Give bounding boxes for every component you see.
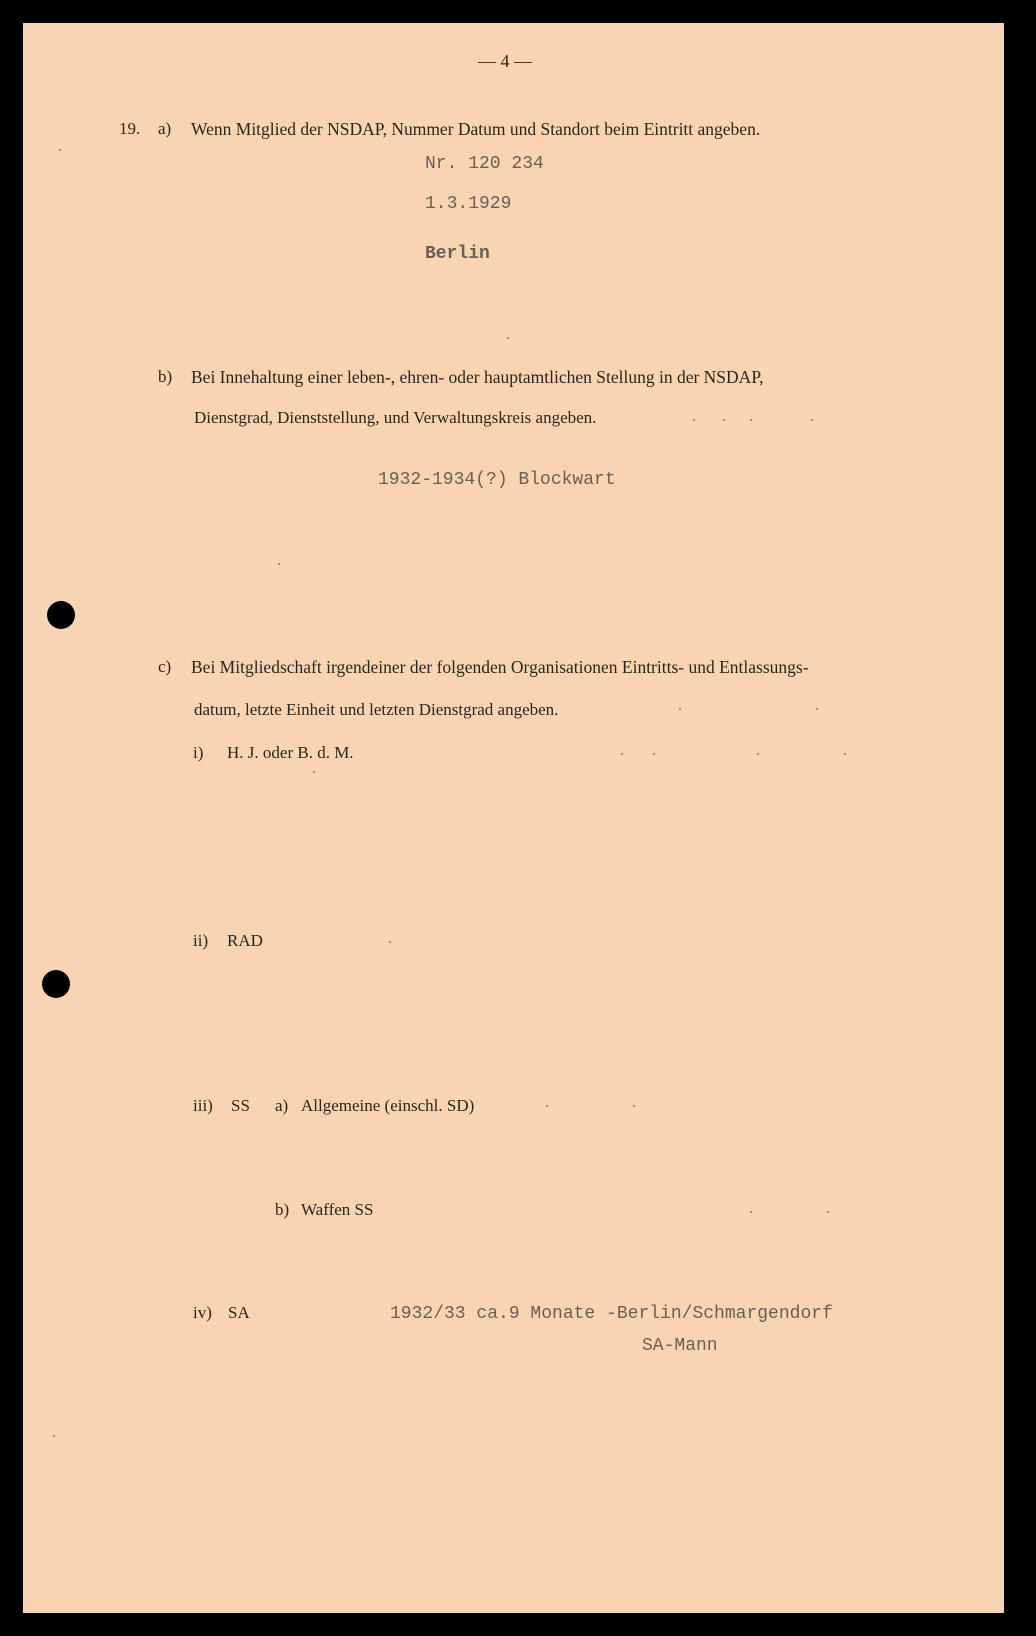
paper-speck [389, 941, 391, 943]
paper-speck [844, 753, 846, 755]
item-iv-marker: iv) [193, 1303, 212, 1322]
paper-speck [621, 753, 623, 755]
paper-speck [679, 708, 681, 710]
question-b-line1: Bei Innehaltung einer leben-, ehren- oder hauptamtlichen Stellung in der NSDAP, [191, 367, 764, 387]
paper-speck [278, 563, 280, 565]
question-number: 19. [119, 119, 141, 138]
paper-speck [507, 337, 509, 339]
item-i-marker: i) [193, 743, 204, 762]
paper-speck [750, 1211, 752, 1213]
page-number: — 4 — [478, 51, 532, 71]
paper-speck [59, 149, 61, 151]
question-c-marker: c) [158, 657, 172, 676]
answer-sa-membership: 1932/33 ca.9 Monate -Berlin/Schmargendorf [390, 1304, 833, 1324]
question-a-marker: a) [158, 119, 172, 138]
answer-party-position: 1932-1934(?) Blockwart [378, 470, 616, 490]
item-i-label: H. J. oder B. d. M. [227, 743, 354, 762]
paper-speck [811, 419, 813, 421]
paper-speck [693, 419, 695, 421]
punch-hole-upper [47, 601, 75, 629]
question-a-text: Wenn Mitglied der NSDAP, Nummer Datum und Standort beim Eintritt angeben. [191, 119, 761, 139]
paper-speck [53, 1435, 55, 1437]
paper-speck [546, 1105, 548, 1107]
question-b-line2: Dienstgrad, Dienststellung, und Verwaltungskreis angeben. [194, 408, 597, 427]
paper-speck [313, 771, 315, 773]
item-iii-marker: iii) [193, 1096, 213, 1115]
paper-speck [653, 753, 655, 755]
question-c-line2: datum, letzte Einheit und letzten Dienstgrad angeben. [194, 700, 559, 719]
item-iv-label: SA [228, 1303, 250, 1322]
paper-speck [633, 1105, 635, 1107]
item-iii-label: SS [231, 1096, 250, 1115]
item-iii-b-marker: b) [275, 1200, 290, 1219]
paper-speck [723, 419, 725, 421]
paper-speck [827, 1211, 829, 1213]
question-b-marker: b) [158, 367, 173, 386]
item-iii-a-marker: a) [275, 1096, 289, 1115]
answer-entry-location: Berlin [425, 244, 490, 264]
paper-speck [816, 708, 818, 710]
item-iii-a-label: Allgemeine (einschl. SD) [301, 1096, 475, 1115]
answer-party-number: Nr. 120 234 [425, 154, 544, 174]
answer-entry-date: 1.3.1929 [425, 194, 512, 214]
answer-sa-rank: SA-Mann [642, 1336, 718, 1356]
question-c-line1: Bei Mitgliedschaft irgendeiner der folgenden Organisationen Eintritts- und Entlassungs- [191, 657, 809, 677]
item-iii-b-label: Waffen SS [301, 1200, 374, 1219]
document-page [23, 23, 1004, 1613]
paper-speck [757, 753, 759, 755]
paper-speck [750, 419, 752, 421]
item-ii-marker: ii) [193, 931, 209, 950]
punch-hole-lower [42, 970, 70, 998]
item-ii-label: RAD [227, 931, 263, 950]
